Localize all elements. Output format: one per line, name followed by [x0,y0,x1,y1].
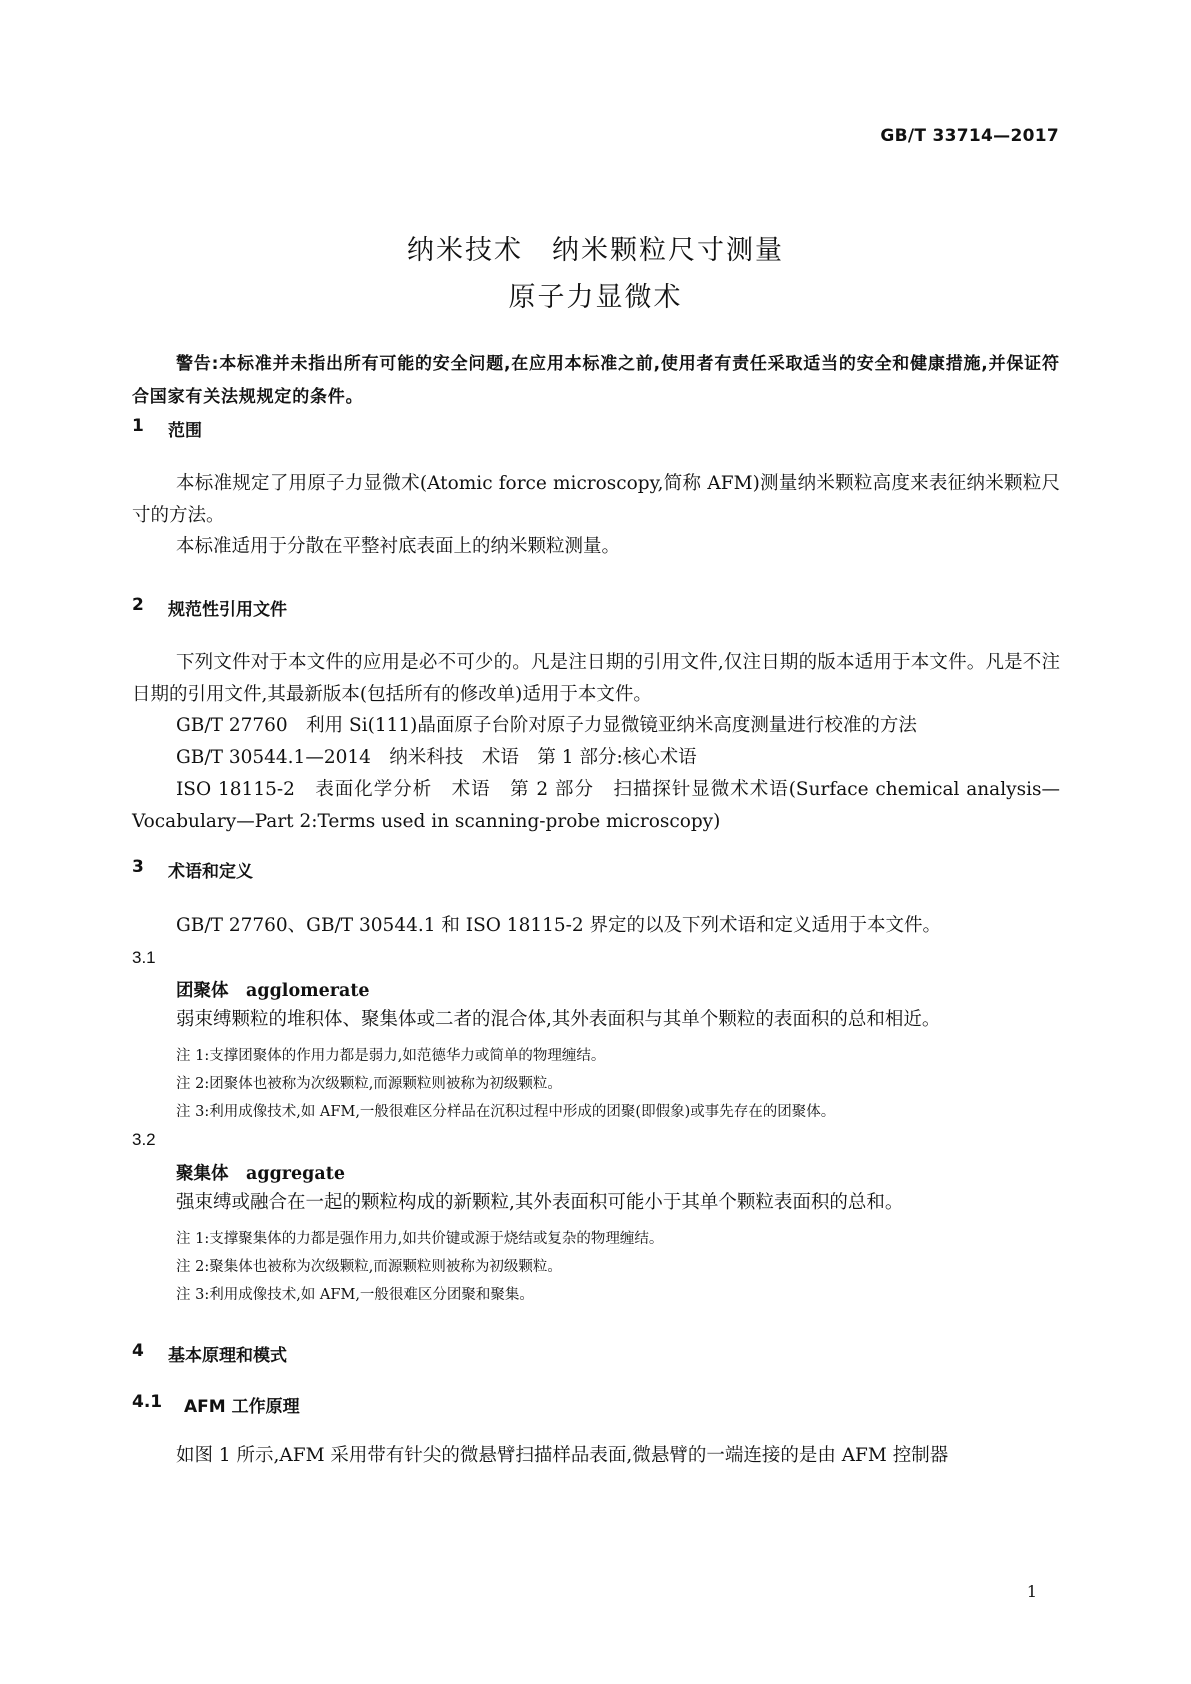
section-4-title: 基本原理和模式 [168,1346,287,1366]
term-3-2-number: 3.2 [132,1130,156,1149]
section-3-intro: GB/T 27760、GB/T 30544.1 和 ISO 18115-2 界定的以及下列术语和定义适用于本文件。 [176,915,942,936]
term-3-1-note-1: 注 1:支撑团聚体的作用力都是弱力,如范德华力或简单的物理缠结。 [176,1048,606,1064]
normative-reference-2: GB/T 30544.1—2014 纳米科技 术语 第 1 部分:核心术语 [176,747,697,768]
term-3-1-name: 团聚体 agglomerate [176,981,370,1001]
term-3-2-definition: 强束缚或融合在一起的颗粒构成的新颗粒,其外表面积可能小于其单个颗粒表面积的总和。 [176,1192,904,1213]
document-id: GB/T 33714—2017 [880,126,1059,146]
term-3-2-name: 聚集体 aggregate [176,1164,345,1184]
section-4-1-paragraph: 如图 1 所示,AFM 采用带有针尖的微悬臂扫描样品表面,微悬臂的一端连接的是由 AFM 控制器 [176,1445,949,1466]
term-3-1-note-3: 注 3:利用成像技术,如 AFM,一般很难区分样品在沉积过程中形成的团聚(即假象)或事先存在的团聚体。 [176,1104,836,1120]
term-3-1-note-2: 注 2:团聚体也被称为次级颗粒,而源颗粒则被称为初级颗粒。 [176,1076,562,1092]
section-1-paragraph-1: 本标准规定了用原子力显微术(Atomic force microscopy,简称 AFM)测量纳米颗粒高度来表征纳米颗粒尺寸的方法。 [132,473,1060,526]
page-title-line1: 纳米技术 纳米颗粒尺寸测量 [407,235,784,266]
section-2-number: 2 [132,595,144,615]
section-2-paragraph-1: 下列文件对于本文件的应用是必不可少的。凡是注日期的引用文件,仅注日期的版本适用于本文件。凡是不注日期的引用文件,其最新版本(包括所有的修改单)适用于本文件。 [132,652,1060,705]
term-3-1-definition: 弱束缚颗粒的堆积体、聚集体或二者的混合体,其外表面积与其单个颗粒的表面积的总和相近。 [176,1009,941,1030]
term-3-2-note-3: 注 3:利用成像技术,如 AFM,一般很难区分团聚和聚集。 [176,1287,534,1303]
section-4-1-number: 4.1 [132,1392,163,1412]
term-3-1-number: 3.1 [132,948,156,967]
normative-reference-1: GB/T 27760 利用 Si(111)晶面原子台阶对原子力显微镜亚纳米高度测量进行校准的方法 [176,715,917,736]
section-4-number: 4 [132,1341,144,1361]
page-number: 1 [1026,1582,1037,1601]
normative-reference-3: ISO 18115-2 表面化学分析 术语 第 2 部分 扫描探针显微术术语(Surface chemical analysis—Vocabulary—Part 2:Terms used in scanning-probe microscopy) [132,779,1060,832]
page-title-line2: 原子力显微术 [508,282,683,313]
section-4-1-title: AFM 工作原理 [184,1397,300,1417]
section-3-title: 术语和定义 [168,862,253,882]
term-3-2-note-2: 注 2:聚集体也被称为次级颗粒,而源颗粒则被称为初级颗粒。 [176,1259,562,1275]
section-2-title: 规范性引用文件 [168,600,287,620]
section-1-number: 1 [132,416,144,436]
section-3-number: 3 [132,857,144,877]
term-3-2-note-1: 注 1:支撑聚集体的力都是强作用力,如共价键或源于烧结或复杂的物理缠结。 [176,1231,664,1247]
section-1-paragraph-2: 本标准适用于分散在平整衬底表面上的纳米颗粒测量。 [176,536,621,557]
section-1-title: 范围 [168,421,202,441]
safety-warning: 警告:本标准并未指出所有可能的安全问题,在应用本标准之前,使用者有责任采取适当的安全和健康措施,并保证符合国家有关法规规定的条件。 [132,354,1060,407]
